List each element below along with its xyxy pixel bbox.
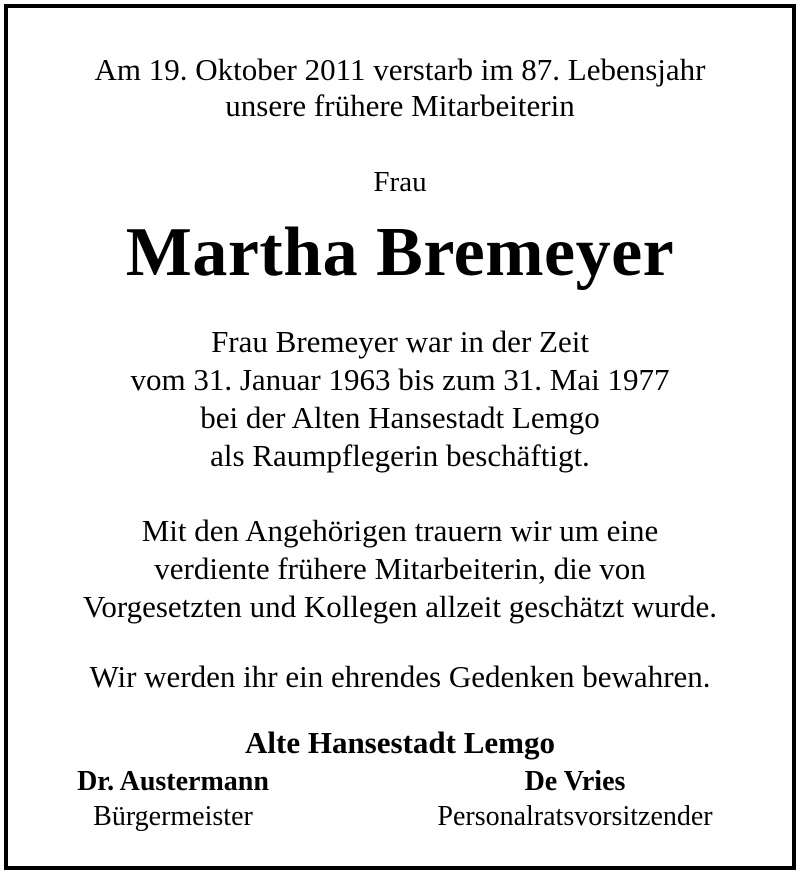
mourning-line-3: Vorgesetzten und Kollegen allzeit geschätzt wurde.: [82, 589, 718, 624]
intro-line-2: unsere frühere Mitarbeiterin: [225, 88, 575, 123]
employment-line-4: als Raumpflegerin beschäftigt.: [210, 438, 590, 473]
signatory-name-left: Dr. Austermann: [77, 766, 269, 797]
employment-line-3: bei der Alten Hansestadt Lemgo: [200, 400, 600, 435]
intro-line-1: Am 19. Oktober 2011 verstarb im 87. Lebensjahr: [94, 52, 706, 87]
mourning-line-1: Mit den Angehörigen trauern wir um eine: [141, 513, 659, 548]
employment-line-1: Frau Bremeyer war in der Zeit: [211, 324, 589, 359]
remembrance-line: Wir werden ihr ein ehrendes Gedenken bewahren.: [89, 659, 711, 694]
obituary-notice: [4, 4, 796, 870]
deceased-name: Martha Bremeyer: [125, 214, 675, 291]
signatory-title-right: Personalratsvorsitzender: [437, 801, 713, 832]
organization-name: Alte Hansestadt Lemgo: [245, 725, 555, 760]
employment-line-2: vom 31. Januar 1963 bis zum 31. Mai 1977: [130, 362, 670, 397]
mourning-line-2: verdiente frühere Mitarbeiterin, die von: [154, 551, 646, 586]
signatory-name-right: De Vries: [524, 766, 626, 797]
salutation: Frau: [373, 166, 427, 198]
signatory-title-left: Bürgermeister: [93, 801, 253, 832]
